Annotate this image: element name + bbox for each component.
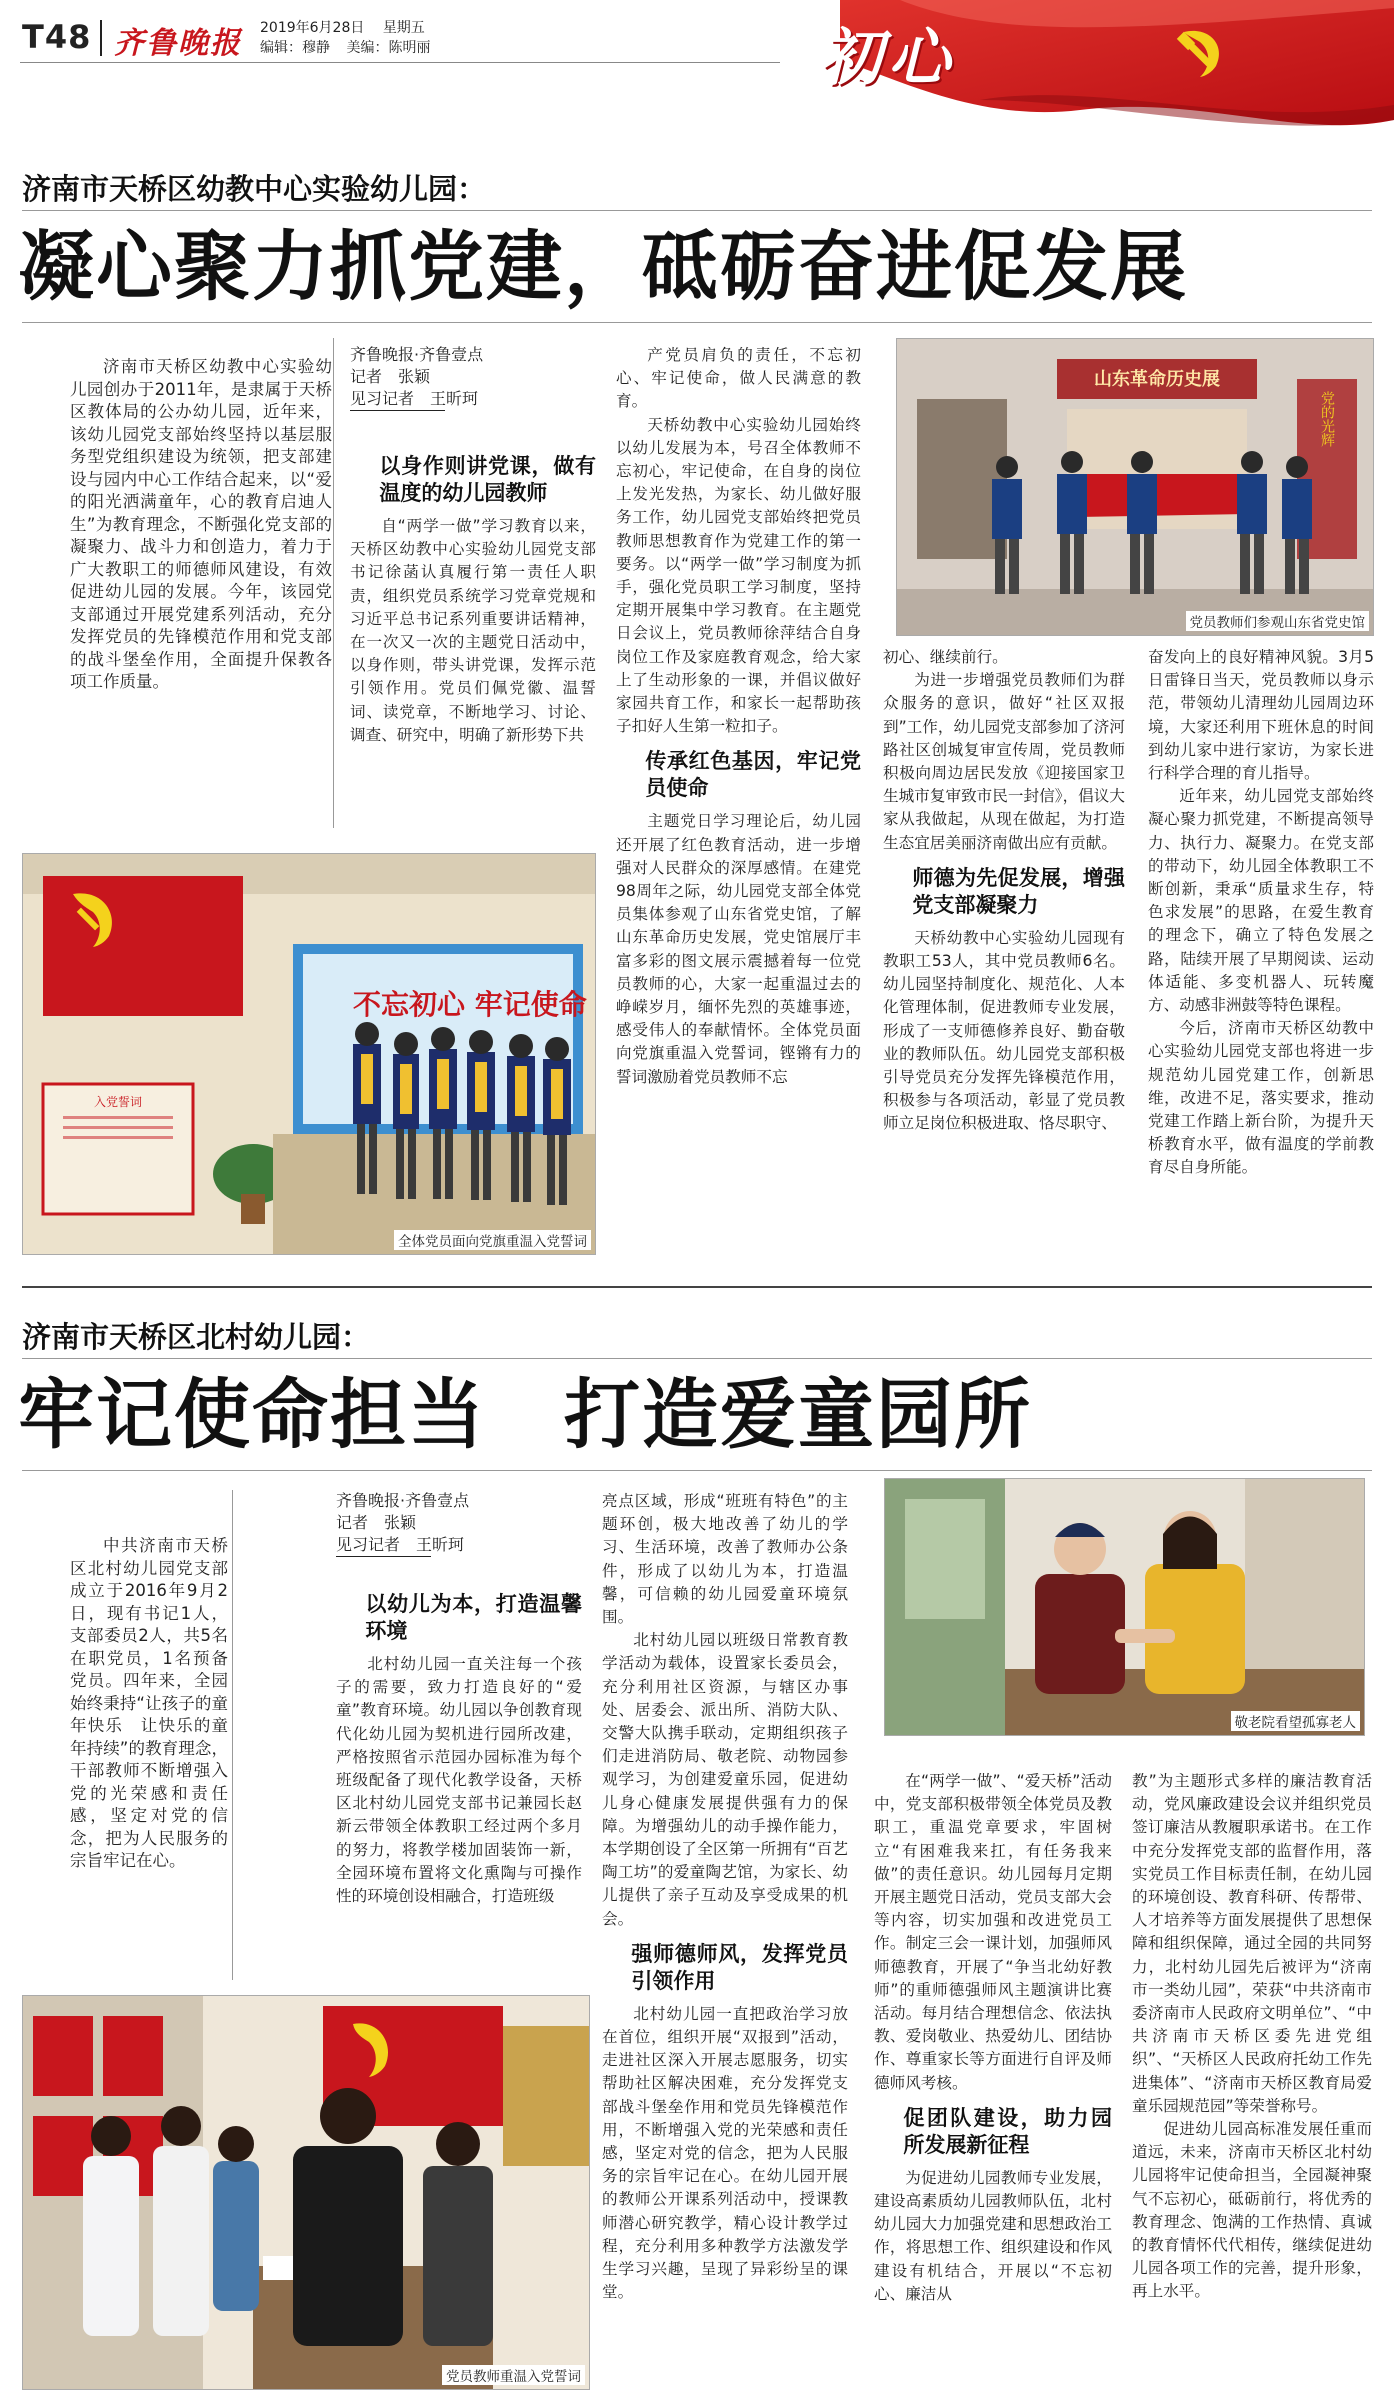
- photo-oath-indoor-illustration: [23, 1996, 589, 2389]
- designer-credit: 美编：陈明丽: [346, 40, 431, 56]
- article2-headline: 牢记使命担当 打造爱童园所: [18, 1370, 1032, 1459]
- article1-column-3: 产党员肩负的责任，不忘初心、牢记使命，做人民满意的教育。 天桥幼教中心实验幼儿园始终以幼儿发展为本，号召全体教师不忘初心，牢记使命，在自身的岗位上发光发热，为家长、幼儿做好服务工作，幼儿园党支部始终把党员教师思想教育作为党建工作的第一要务。以“两学一做”学习制度为抓手，强化党员职工学习制度，坚持定期开展集中学习教育。在主题党日会议上，党员教师徐萍结合自身岗位工作及家庭教育观念，给大家上了生动形象的一课，并倡议做好家园共育工作，和家长一起帮助孩子扣好人生第一粒扣子。 传承红色基因，牢记党员使命 主题党日学习理论后，幼儿园还开展了红色教育活动，进一步增强对人民群众的深厚感情。在建党98周年之际，幼儿园党支部全体党员集体参观了山东省党史馆，了解山东革命历史发展，党史馆展厅丰富多彩的图文展示震撼着每一位党员教师的心，大家一起重温过去的峥嵘岁月，缅怀先烈的英雄事迹，感受伟人的奉献情怀。全体党员面向党旗重温入党誓词，铿锵有力的誓词激励着党员教师不忘: [616, 346, 861, 1086]
- article2-photo-nursing-home-caption: 敬老院看望孤寡老人: [1231, 1711, 1361, 1731]
- museum-sign-text: 山东革命历史展: [1094, 369, 1220, 390]
- issue-weekday: 星期五: [382, 20, 425, 36]
- article2-photo-nursing-home: [884, 1478, 1365, 1736]
- article1-subhead-3: 师德为先促发展，增强党支部凝聚力: [912, 865, 1125, 917]
- article2-byline: 齐鲁晚报·齐鲁壹点 记者 张颖 见习记者 王昕珂: [336, 1490, 582, 1557]
- photo-nursing-home-illustration: [885, 1479, 1364, 1735]
- article1-photo-oath: [22, 853, 596, 1255]
- article2-subhead-3: 促团队建设，助力园所发展新征程: [903, 2105, 1112, 2157]
- page-number: T48: [22, 18, 92, 56]
- article2-column-3: 亮点区域，形成“班班有特色”的主题环创，极大地改善了幼儿的学习、生活环境，改善了教师办公条件，形成了以幼儿为本，打造温馨，可信赖的幼儿园爱童环境氛围。 北村幼儿园以班级日常教育教学活动为载体，设置家长委员会，充分利用社区资源，与辖区办事处、居委会、派出所、消防大队、交警大队携手联动，定期组织孩子们走进消防局、敬老院、动物园参观学习，为创建爱童乐园，促进幼儿身心健康发展提供强有力的保障。为增强幼儿的动手操作能力，本学期创设了全区第一所拥有“百艺陶工坊”的爱童陶艺馆，为家长、幼儿提供了亲子互动及享受成果的机会。 强师德师风，发挥党员引领作用 北村幼儿园一直把政治学习放在首位，组织开展“双报到”活动，走进社区深入开展志愿服务，切实帮助社区解决困难，充分发挥党支部战斗堡垒作用和党员先锋模范作用，不断增强入党的光荣感和责任感，坚定对党的信念，把为人民服务的宗旨牢记在心。在幼儿园开展的教师公开课系列活动中，授课教师潜心研究教学，精心设计教学过程，充分利用多种教学方法激发学生学习兴趣，呈现了异彩纷呈的课堂。: [602, 1492, 848, 2302]
- article1-column-5: 奋发向上的良好精神风貌。3月5日雷锋日当天，党员教师以身示范，带领幼儿清理幼儿园周边环境，大家还利用下班休息的时间到幼儿家中进行家访，为家长进行科学合理的育儿指导。 近年来，幼儿园党支部始终凝心聚力抓党建，不断提高领导力、执行力、凝聚力。在党支部的带动下，幼儿园全体教职工不断创新，秉承“质量求生存，特色求发展”的思路，在爱生教育的理念下，确立了特色发展之路，陆续开展了早期阅读、运动体适能、多变机器人、玩转魔方、动感非洲鼓等特色课程。 今后，济南市天桥区幼教中心实验幼儿园党支部也将进一步规范幼儿园党建工作，创新思维，改进不足，落实要求，推动党建工作踏上新台阶，为提升天桥教育水平，做有温度的学前教育尽自身所能。: [1148, 648, 1374, 1177]
- article1-subhead-1: 以身作则讲党课，做有温度的幼儿园教师: [379, 454, 596, 505]
- article2-subhead-1: 以幼儿为本，打造温馨环境: [365, 1592, 582, 1643]
- article1-lead: 济南市天桥区幼教中心实验幼儿园创办于2011年，是隶属于天桥区教体局的公办幼儿园，近年来，该幼儿园党支部始终坚持以基层服务型党组织建设为统领，把支部建设与园内中心工作结合起来，以“爱的阳光洒满童年，心的教育启迪人生”为教育理念，不断强化党支部的凝聚力、战斗力和创造力，着力于广大教职工的师德师风建设，有效促进幼儿园的发展。今年，该园党支部通过开展党建系列活动，充分发挥党员的先锋模范作用和党支部的战斗堡垒作用，全面提升保教各项工作质量。: [70, 357, 332, 691]
- article1-subhead-2: 传承红色基因，牢记党员使命: [645, 749, 861, 801]
- photo-oath-illustration: [23, 854, 595, 1254]
- page-header: [0, 0, 1394, 135]
- editor-credit: 编辑：穆静: [260, 40, 330, 56]
- article2-subhead-2: 强师德师风，发挥党员引领作用: [631, 1941, 848, 1993]
- article2-column-5: 教”为主题形式多样的廉洁教育活动，党风廉政建设会议并组织党员签订廉洁从教履职承诺书。在工作中充分发挥党支部的监督作用，落实党员工作目标责任制，在幼儿园的环境创设、教育科研、传帮带、人才培养等方面发展提供了思想保障和组织保障，通过全园的共同努力，北村幼儿园先后被评为“济南市一类幼儿园”，荣获“中共济南市委济南市人民政府文明单位”、“中共济南市天桥区委先进党组织”、“天桥区人民政府托幼工作先进集体”、“济南市天桥区教育局爱童乐园规范园”等荣誉称号。 促进幼儿园高标准发展任重而道远，未来，济南市天桥区北村幼儿园将牢记使命担当，全园凝神聚气不忘初心，砥砺前行，将优秀的教育理念、饱满的工作热情、真诚的教育情怀代代相传，继续促进幼儿园各项工作的完善，提升形象，再上水平。: [1132, 1772, 1372, 2301]
- article2-photo-oath-caption: 党员教师重温入党誓词: [442, 2365, 585, 2385]
- article1-headline: 凝心聚力抓党建，砥砺奋进促发展: [18, 222, 1188, 311]
- article1-kicker: 济南市天桥区幼教中心实验幼儿园：: [22, 172, 487, 206]
- slogan-board-text: 不忘初心 牢记使命: [353, 988, 587, 1021]
- column-title: 初心: [820, 21, 957, 94]
- issue-date: 2019年6月28日: [260, 20, 365, 36]
- article1-photo-museum: [896, 338, 1374, 636]
- article1-column-4: 初心、继续前行。 为进一步增强党员教师们为群众服务的意识，做好“社区双报到”工作，幼儿园党支部参加了济河路社区创城复审宣传周，党员教师积极向周边居民发放《迎接国家卫生城市复审致市民一封信》，倡议大家从我做起，从现在做起，为打造生态宜居美丽济南做出应有贡献。 师德为先促发展，增强党支部凝聚力 天桥幼教中心实验幼儿园现有教职工53人，其中党员教师6名。幼儿园坚持制度化、规范化、人本化管理体制，促进教师专业发展，形成了一支师德修养良好、勤奋敬业的教师队伍。幼儿园党支部积极引导党员充分发挥先锋模范作用，积极参与各项活动，彰显了党员教师立足岗位积极进取、恪尽职守、: [883, 648, 1125, 1133]
- article1-byline: 齐鲁晚报·齐鲁壹点 记者 张颖 见习记者 王昕珂: [350, 344, 596, 411]
- article2-lead: 中共济南市天桥区北村幼儿园党支部成立于2016年9月2日，现有书记1人，支部委员2人，共5名在职党员，1名预备党员。四年来，全园始终秉持“让孩子的童年快乐 让快乐的童年持续”的教育理念，干部教师不断增强入党的光荣感和责任感，坚定对党的信念，把为人民服务的宗旨牢记在心。: [70, 1536, 228, 1870]
- article2-column-2: 齐鲁晚报·齐鲁壹点 记者 张颖 见习记者 王昕珂 以幼儿为本，打造温馨环境 北村幼儿园一直关注每一个孩子的需要，致力打造良好的“爱童”教育环境。幼儿园以争创教育现代化幼儿园为契机进行园所改建，严格按照省示范园办园标准为每个班级配备了现代化教学设备，天桥区北村幼儿园党支部书记兼园长赵新云带领全体教职工经过两个多月的努力，将教学楼加固装饰一新，全园环境布置将文化熏陶与可操作性的环境创设相融合，打造班级: [336, 1491, 582, 1906]
- article1-photo-oath-caption: 全体党员面向党旗重温入党誓词: [394, 1230, 591, 1250]
- photo-museum-illustration: [897, 339, 1373, 635]
- article1-column-2: 齐鲁晚报·齐鲁壹点 记者 张颖 见习记者 王昕珂 以身作则讲党课，做有温度的幼儿园教师 自“两学一做”学习教育以来，天桥区幼教中心实验幼儿园党支部书记徐菡认真履行第一责任人职责，组织党员系统学习党章党规和习近平总书记系列重要讲话精神，在一次又一次的主题党日活动中，以身作则，带头讲党课，发挥示范引领作用。党员们佩党徽、温誓词、读党章，不断地学习、讨论、调查、研究中，明确了新形势下共: [350, 345, 596, 744]
- party-emblem-icon: [1170, 22, 1230, 82]
- article1-photo-museum-caption: 党员教师们参观山东省党史馆: [1186, 611, 1370, 631]
- paper-logo: 齐鲁晚报: [114, 26, 242, 61]
- article2-kicker: 济南市天桥区北村幼儿园：: [22, 1320, 371, 1354]
- museum-side-text: 党的光辉: [1319, 391, 1335, 447]
- oath-board-title: 入党誓词: [93, 1095, 143, 1109]
- article2-photo-oath: [22, 1995, 590, 2390]
- article2-column-4: 在“两学一做”、“爱天桥”活动中，党支部积极带领全体党员及教职工，重温党章要求，牢固树立“有困难我来扛，有任务我来做”的责任意识。幼儿园每月定期开展主题党日活动，党员支部大会等内容，切实加强和改进党员工作。制定三会一课计划，加强师风师德教育，开展了“争当北幼好教师”的重师德强师风主题演讲比赛活动。每月结合理想信念、依法执教、爱岗敬业、热爱幼儿、团结协作、尊重家长等方面进行自评及师德师风考核。 促团队建设，助力园所发展新征程 为促进幼儿园教师专业发展，建设高素质幼儿园教师队伍，北村幼儿园大力加强党建和思想政治工作，将思想工作、组织建设和作风建设有机结合，开展以“不忘初心、廉洁从: [874, 1772, 1112, 2303]
